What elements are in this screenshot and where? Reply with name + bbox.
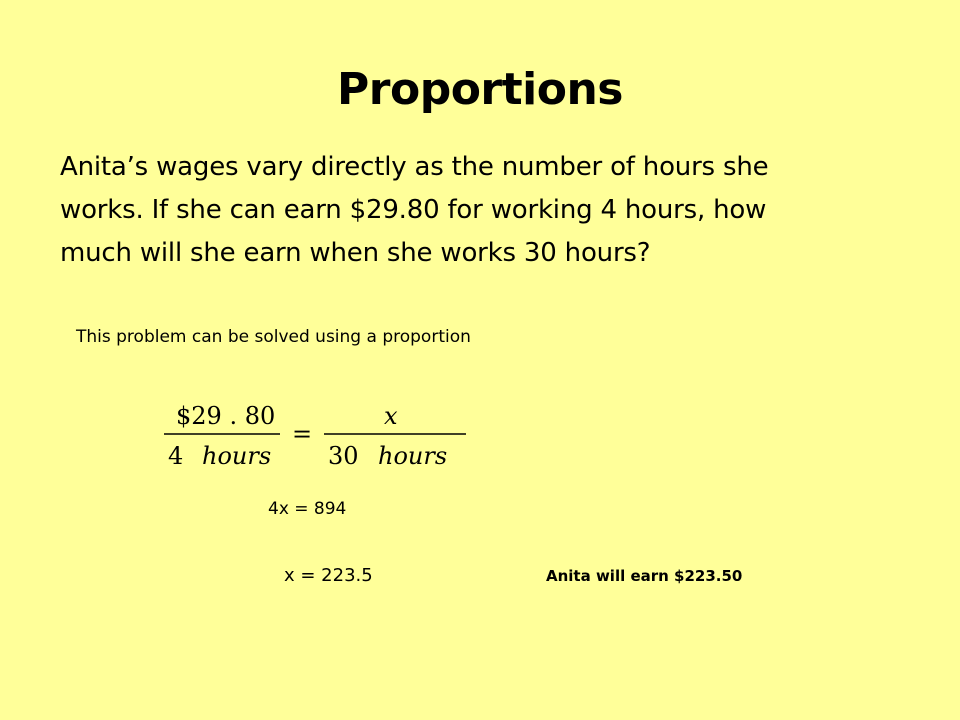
problem-line-2: works. If she can earn $29.80 for working 4 hours, how bbox=[60, 195, 767, 225]
solution-note: This problem can be solved using a proportion bbox=[76, 327, 471, 347]
right-numerator: x bbox=[384, 402, 398, 430]
right-denominator-unit: hours bbox=[378, 442, 448, 470]
problem-line-3: much will she earn when she works 30 hours? bbox=[60, 238, 651, 268]
equals-sign: = bbox=[292, 420, 313, 448]
left-denominator-unit: hours bbox=[202, 442, 272, 470]
step-2-equation: x = 223.5 bbox=[284, 565, 373, 586]
right-denominator-number: 30 bbox=[328, 442, 359, 470]
left-numerator: $29 . 80 bbox=[176, 402, 276, 430]
slide-title: Proportions bbox=[337, 64, 623, 115]
answer-statement: Anita will earn $223.50 bbox=[546, 567, 743, 585]
left-denominator-number: 4 bbox=[168, 442, 184, 470]
problem-line-1: Anita’s wages vary directly as the number of hours she bbox=[60, 152, 769, 182]
proportion-equation bbox=[158, 396, 478, 476]
problem-statement bbox=[60, 146, 920, 275]
step-1-equation: 4x = 894 bbox=[268, 499, 347, 519]
